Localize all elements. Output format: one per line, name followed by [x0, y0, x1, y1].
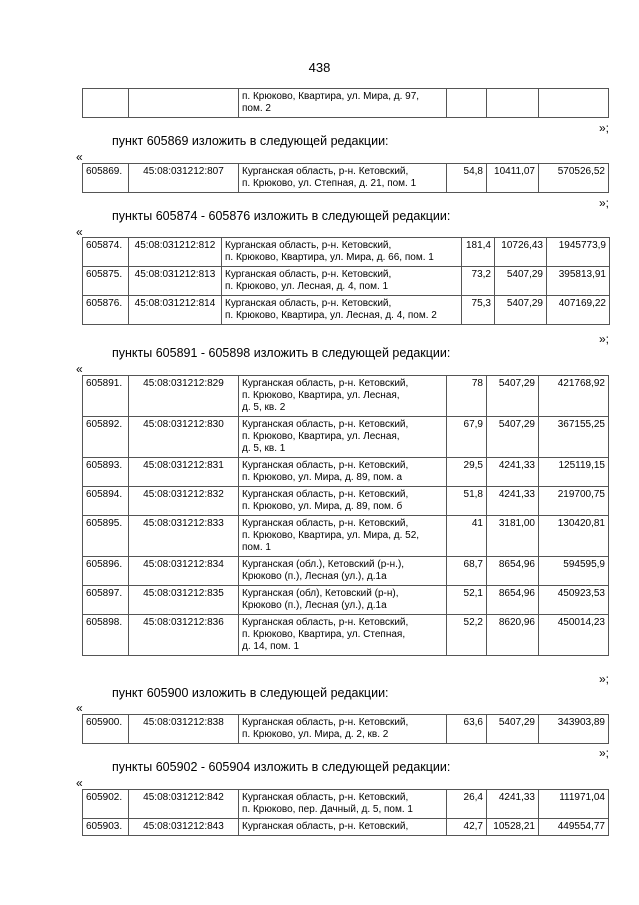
table-row: [83, 516, 609, 557]
table-row: [83, 715, 609, 744]
cadastral-cell: 45:08:031212:812: [129, 238, 222, 267]
cadastral-cell: 45:08:031212:838: [129, 715, 239, 744]
table-continuation: [82, 88, 609, 118]
value-cell: 111971,04: [539, 790, 609, 819]
close-quote: »;: [598, 332, 609, 346]
price-cell: 10411,07: [487, 164, 539, 193]
address-cell: Курганская область, р-н. Кетовский, п. Крюково, Квартира, ул. Мира, д. 66, пом. 1: [222, 238, 462, 267]
area-cell: 78: [447, 376, 487, 417]
address-cell: Курганская область, р-н. Кетовский, п. Крюково, ул. Лесная, д. 4, пом. 1: [222, 267, 462, 296]
area-cell: 63,6: [447, 715, 487, 744]
area-cell: 52,1: [447, 586, 487, 615]
table-row: [83, 296, 610, 325]
cadastral-cell: 45:08:031212:836: [129, 615, 239, 656]
table-row: [83, 458, 609, 487]
price-cell: 10726,43: [495, 238, 547, 267]
price-cell: [487, 89, 539, 118]
close-quote: »;: [598, 672, 609, 686]
address-cell: Курганская область, р-н. Кетовский,: [239, 819, 447, 836]
open-quote: «: [76, 225, 83, 239]
number-cell: 605891.: [83, 376, 129, 417]
cadastral-cell: 45:08:031212:813: [129, 267, 222, 296]
section-heading-605891-605898: пункты 605891 - 605898 изложить в следующей редакции:: [112, 346, 451, 360]
area-cell: 26,4: [447, 790, 487, 819]
table-605900: [82, 714, 609, 744]
price-cell: 5407,29: [495, 296, 547, 325]
cadastral-cell: 45:08:031212:832: [129, 487, 239, 516]
table-605902-605904: [82, 789, 609, 836]
value-cell: 343903,89: [539, 715, 609, 744]
section-heading-605902-605904: пункты 605902 - 605904 изложить в следующей редакции:: [112, 760, 451, 774]
address-cell: Курганская (обл.), Кетовский (р-н.), Крюково (п.), Лесная (ул.), д.1а: [239, 557, 447, 586]
price-cell: 4241,33: [487, 487, 539, 516]
value-cell: 367155,25: [539, 417, 609, 458]
section-heading-605900: пункт 605900 изложить в следующей редакции:: [112, 686, 389, 700]
price-cell: 5407,29: [487, 417, 539, 458]
address-cell: Курганская область, р-н. Кетовский, п. Крюково, ул. Мира, д. 89, пом. б: [239, 487, 447, 516]
number-cell: 605892.: [83, 417, 129, 458]
value-cell: 130420,81: [539, 516, 609, 557]
table-605874-605876: [82, 237, 610, 325]
number-cell: 605895.: [83, 516, 129, 557]
value-cell: 219700,75: [539, 487, 609, 516]
address-cell: Курганская область, р-н. Кетовский, п. Крюково, ул. Степная, д. 21, пом. 1: [239, 164, 447, 193]
number-cell: 605903.: [83, 819, 129, 836]
address-cell: п. Крюково, Квартира, ул. Мира, д. 97, пом. 2: [239, 89, 447, 118]
cadastral-cell: 45:08:031212:842: [129, 790, 239, 819]
cadastral-cell: 45:08:031212:835: [129, 586, 239, 615]
address-cell: Курганская область, р-н. Кетовский, п. Крюково, Квартира, ул. Лесная, д. 4, пом. 2: [222, 296, 462, 325]
address-cell: Курганская область, р-н. Кетовский, п. Крюково, ул. Мира, д. 89, пом. а: [239, 458, 447, 487]
cadastral-cell: 45:08:031212:834: [129, 557, 239, 586]
address-cell: Курганская область, р-н. Кетовский, п. Крюково, Квартира, ул. Степная, д. 14, пом. 1: [239, 615, 447, 656]
number-cell: 605897.: [83, 586, 129, 615]
area-cell: 51,8: [447, 487, 487, 516]
table-row: [83, 487, 609, 516]
address-cell: Курганская (обл), Кетовский (р-н), Крюково (п.), Лесная (ул.), д.1а: [239, 586, 447, 615]
value-cell: 449554,77: [539, 819, 609, 836]
section-heading-605869: пункт 605869 изложить в следующей редакции:: [112, 134, 389, 148]
price-cell: 5407,29: [487, 376, 539, 417]
cadastral-cell: 45:08:031212:830: [129, 417, 239, 458]
number-cell: 605893.: [83, 458, 129, 487]
value-cell: 407169,22: [547, 296, 610, 325]
table-row: [83, 267, 610, 296]
value-cell: 570526,52: [539, 164, 609, 193]
address-cell: Курганская область, р-н. Кетовский, п. Крюково, Квартира, ул. Лесная, д. 5, кв. 1: [239, 417, 447, 458]
price-cell: 8654,96: [487, 557, 539, 586]
number-cell: 605874.: [83, 238, 129, 267]
number-cell: 605896.: [83, 557, 129, 586]
number-cell: 605875.: [83, 267, 129, 296]
area-cell: 29,5: [447, 458, 487, 487]
value-cell: 421768,92: [539, 376, 609, 417]
number-cell: 605900.: [83, 715, 129, 744]
number-cell: 605876.: [83, 296, 129, 325]
value-cell: 450923,53: [539, 586, 609, 615]
value-cell: 395813,91: [547, 267, 610, 296]
value-cell: 125119,15: [539, 458, 609, 487]
price-cell: 4241,33: [487, 790, 539, 819]
table-row: [83, 376, 609, 417]
number-cell: 605902.: [83, 790, 129, 819]
address-cell: Курганская область, р-н. Кетовский, п. Крюково, пер. Дачный, д. 5, пом. 1: [239, 790, 447, 819]
area-cell: 68,7: [447, 557, 487, 586]
cadastral-cell: 45:08:031212:829: [129, 376, 239, 417]
price-cell: 8620,96: [487, 615, 539, 656]
close-quote: »;: [598, 746, 609, 760]
area-cell: 73,2: [462, 267, 495, 296]
number-cell: 605898.: [83, 615, 129, 656]
cadastral-cell: 45:08:031212:814: [129, 296, 222, 325]
close-quote: »;: [598, 121, 609, 135]
table-row: [83, 790, 609, 819]
table-row: [83, 557, 609, 586]
price-cell: 4241,33: [487, 458, 539, 487]
cadastral-cell: 45:08:031212:831: [129, 458, 239, 487]
price-cell: 8654,96: [487, 586, 539, 615]
open-quote: «: [76, 150, 83, 164]
page-number: 438: [308, 60, 331, 75]
table-row: [83, 89, 609, 118]
number-cell: 605869.: [83, 164, 129, 193]
cadastral-cell: [129, 89, 239, 118]
open-quote: «: [76, 362, 83, 376]
close-quote: »;: [598, 196, 609, 210]
address-cell: Курганская область, р-н. Кетовский, п. Крюково, ул. Мира, д. 2, кв. 2: [239, 715, 447, 744]
price-cell: 5407,29: [487, 715, 539, 744]
area-cell: 67,9: [447, 417, 487, 458]
table-row: [83, 417, 609, 458]
area-cell: 75,3: [462, 296, 495, 325]
address-cell: Курганская область, р-н. Кетовский, п. Крюково, Квартира, ул. Мира, д. 52, пом. 1: [239, 516, 447, 557]
cadastral-cell: 45:08:031212:807: [129, 164, 239, 193]
section-heading-605874-605876: пункты 605874 - 605876 изложить в следующей редакции:: [112, 209, 451, 223]
area-cell: 181,4: [462, 238, 495, 267]
number-cell: [83, 89, 129, 118]
table-row: [83, 819, 609, 836]
price-cell: 10528,21: [487, 819, 539, 836]
open-quote: «: [76, 776, 83, 790]
price-cell: 3181,00: [487, 516, 539, 557]
area-cell: 42,7: [447, 819, 487, 836]
number-cell: 605894.: [83, 487, 129, 516]
area-cell: 54,8: [447, 164, 487, 193]
value-cell: 1945773,9: [547, 238, 610, 267]
value-cell: [539, 89, 609, 118]
table-605891-605898: [82, 375, 609, 656]
area-cell: [447, 89, 487, 118]
table-row: [83, 615, 609, 656]
cadastral-cell: 45:08:031212:843: [129, 819, 239, 836]
table-row: [83, 238, 610, 267]
price-cell: 5407,29: [495, 267, 547, 296]
value-cell: 594595,9: [539, 557, 609, 586]
table-row: [83, 164, 609, 193]
address-cell: Курганская область, р-н. Кетовский, п. Крюково, Квартира, ул. Лесная, д. 5, кв. 2: [239, 376, 447, 417]
cadastral-cell: 45:08:031212:833: [129, 516, 239, 557]
table-605869: [82, 163, 609, 193]
open-quote: «: [76, 701, 83, 715]
value-cell: 450014,23: [539, 615, 609, 656]
table-row: [83, 586, 609, 615]
area-cell: 41: [447, 516, 487, 557]
area-cell: 52,2: [447, 615, 487, 656]
